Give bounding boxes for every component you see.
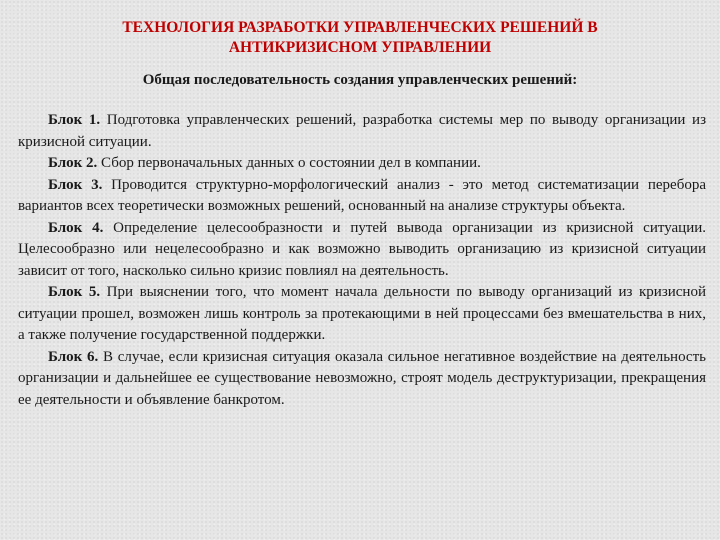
block-text: Проводится структурно-морфологический анализ - это метод систематизации перебора вариантов всех теоретически возможных решений, основанный на анализе структуры объекта. <box>18 176 706 214</box>
block-text: Подготовка управленческих решений, разработка системы мер по выводу организации из кризисной ситуации. <box>18 112 706 150</box>
title-line-2: АНТИКРИЗИСНОМ УПРАВЛЕНИИ <box>228 39 492 56</box>
block-6 <box>18 347 706 412</box>
block-2 <box>18 153 706 175</box>
slide-title <box>40 18 680 58</box>
block-label: Блок 1. <box>48 112 101 128</box>
block-3 <box>18 175 706 218</box>
block-text: В случае, если кризисная ситуация оказала сильное негативное воздействие на деятельность организации и дальнейшее ее существование невозможно, строят модель деструктуризации, прекращения ее деятельности и объявление банкротом. <box>18 348 706 408</box>
block-text: Определение целесообразности и путей вывода организации из кризисной ситуации. Целесообразно или нецелесообразно и как возможно выводить организацию из кризисной ситуации зависит от того, насколько сильно кризис повлиял на деятельность. <box>18 219 706 279</box>
blocks-list <box>18 110 706 411</box>
block-1 <box>18 110 706 153</box>
block-text: Сбор первоначальных данных о состоянии дел в компании. <box>97 155 481 171</box>
block-label: Блок 5. <box>48 284 101 300</box>
block-5 <box>18 282 706 347</box>
title-line-1: ТЕХНОЛОГИЯ РАЗРАБОТКИ УПРАВЛЕНЧЕСКИХ РЕШЕНИЙ В <box>122 19 598 36</box>
block-4 <box>18 218 706 283</box>
block-label: Блок 6. <box>48 348 99 365</box>
block-text: При выяснении того, что момент начала дельности по выводу организаций из кризисной ситуации прошел, возможен лишь контроль за протекающими в ней процессами без вмешательства в них, а также получение государственной поддержки. <box>18 284 706 343</box>
slide-subtitle: Общая последовательность создания управленческих решений: <box>142 72 578 88</box>
block-label: Блок 3. <box>48 176 103 193</box>
block-label: Блок 4. <box>48 219 104 236</box>
block-label: Блок 2. <box>48 155 98 171</box>
